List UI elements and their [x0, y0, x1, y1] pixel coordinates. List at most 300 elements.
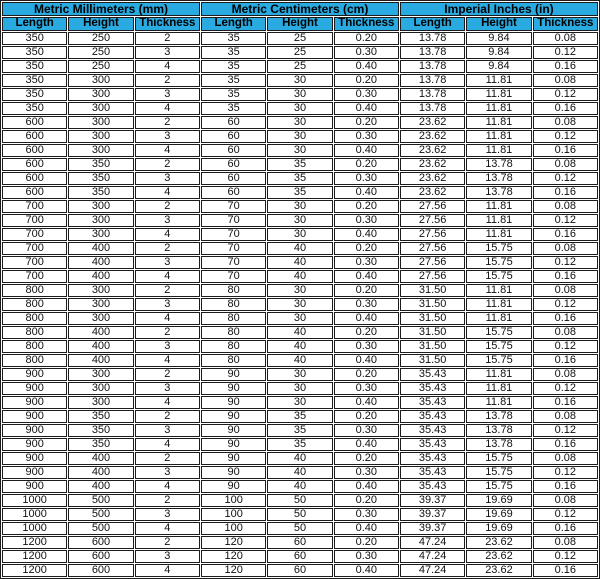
table-cell: 11.81 [466, 74, 531, 87]
table-cell: 2 [135, 116, 200, 129]
table-row [2, 424, 598, 437]
table-cell: 35 [267, 172, 332, 185]
table-cell: 0.12 [533, 508, 598, 521]
table-cell: 30 [267, 284, 332, 297]
table-row [2, 32, 598, 45]
table-cell: 90 [201, 368, 266, 381]
table-cell: 350 [68, 172, 133, 185]
table-cell: 0.20 [334, 74, 399, 87]
table-cell: 900 [2, 368, 67, 381]
table-cell: 350 [68, 158, 133, 171]
table-cell: 700 [2, 228, 67, 241]
column-header-in-height: Height [466, 17, 531, 31]
table-cell: 0.40 [334, 186, 399, 199]
table-row [2, 480, 598, 493]
table-cell: 0.20 [334, 116, 399, 129]
table-cell: 35 [267, 438, 332, 451]
table-header [2, 2, 598, 31]
table-cell: 23.62 [400, 116, 465, 129]
table-cell: 2 [135, 242, 200, 255]
table-cell: 1200 [2, 550, 67, 563]
table-cell: 11.81 [466, 368, 531, 381]
table-cell: 90 [201, 452, 266, 465]
table-cell: 15.75 [466, 270, 531, 283]
table-cell: 0.12 [533, 46, 598, 59]
table-cell: 35.43 [400, 438, 465, 451]
table-cell: 15.75 [466, 340, 531, 353]
table-cell: 0.08 [533, 326, 598, 339]
table-cell: 35.43 [400, 396, 465, 409]
table-cell: 0.16 [533, 228, 598, 241]
table-cell: 0.40 [334, 228, 399, 241]
table-cell: 800 [2, 354, 67, 367]
table-cell: 3 [135, 172, 200, 185]
table-cell: 0.16 [533, 354, 598, 367]
table-cell: 600 [2, 172, 67, 185]
table-cell: 31.50 [400, 284, 465, 297]
table-cell: 11.81 [466, 88, 531, 101]
table-cell: 0.40 [334, 522, 399, 535]
table-cell: 11.81 [466, 312, 531, 325]
table-cell: 350 [68, 438, 133, 451]
table-cell: 30 [267, 298, 332, 311]
table-cell: 300 [68, 368, 133, 381]
group-header-row [2, 2, 598, 16]
table-cell: 11.81 [466, 382, 531, 395]
table-cell: 0.12 [533, 256, 598, 269]
table-cell: 0.08 [533, 410, 598, 423]
table-cell: 35 [267, 158, 332, 171]
table-cell: 4 [135, 60, 200, 73]
table-cell: 900 [2, 382, 67, 395]
table-cell: 400 [68, 354, 133, 367]
table-cell: 400 [68, 340, 133, 353]
table-cell: 350 [68, 424, 133, 437]
table-cell: 0.30 [334, 256, 399, 269]
table-cell: 300 [68, 312, 133, 325]
table-cell: 70 [201, 214, 266, 227]
table-cell: 0.20 [334, 32, 399, 45]
table-cell: 80 [201, 284, 266, 297]
table-cell: 0.12 [533, 340, 598, 353]
table-cell: 0.16 [533, 438, 598, 451]
table-cell: 0.40 [334, 102, 399, 115]
table-cell: 15.75 [466, 256, 531, 269]
table-cell: 600 [2, 186, 67, 199]
table-cell: 60 [201, 186, 266, 199]
table-cell: 50 [267, 508, 332, 521]
table-cell: 900 [2, 466, 67, 479]
table-cell: 0.30 [334, 46, 399, 59]
table-cell: 11.81 [466, 130, 531, 143]
table-cell: 0.12 [533, 88, 598, 101]
table-cell: 27.56 [400, 256, 465, 269]
table-cell: 13.78 [466, 172, 531, 185]
table-row [2, 186, 598, 199]
table-cell: 2 [135, 536, 200, 549]
table-cell: 0.08 [533, 32, 598, 45]
table-cell: 300 [68, 74, 133, 87]
table-cell: 400 [68, 270, 133, 283]
table-cell: 350 [2, 32, 67, 45]
table-cell: 4 [135, 312, 200, 325]
table-cell: 19.69 [466, 522, 531, 535]
table-cell: 300 [68, 228, 133, 241]
table-cell: 35 [201, 74, 266, 87]
table-cell: 35 [201, 32, 266, 45]
table-cell: 35 [267, 424, 332, 437]
table-cell: 80 [201, 298, 266, 311]
table-row [2, 242, 598, 255]
table-cell: 23.62 [400, 144, 465, 157]
table-cell: 400 [68, 326, 133, 339]
table-cell: 0.20 [334, 410, 399, 423]
table-cell: 30 [267, 130, 332, 143]
table-cell: 3 [135, 550, 200, 563]
table-cell: 35.43 [400, 466, 465, 479]
table-cell: 900 [2, 438, 67, 451]
table-row [2, 74, 598, 87]
table-cell: 27.56 [400, 200, 465, 213]
table-cell: 800 [2, 340, 67, 353]
table-cell: 0.16 [533, 564, 598, 577]
table-cell: 4 [135, 144, 200, 157]
column-header-in-thickness: Thickness [533, 17, 598, 31]
table-cell: 100 [201, 508, 266, 521]
table-cell: 31.50 [400, 326, 465, 339]
table-row [2, 228, 598, 241]
table-cell: 19.69 [466, 508, 531, 521]
table-cell: 250 [68, 32, 133, 45]
table-cell: 0.40 [334, 60, 399, 73]
table-cell: 400 [68, 452, 133, 465]
table-cell: 27.56 [400, 214, 465, 227]
table-cell: 80 [201, 312, 266, 325]
table-cell: 30 [267, 214, 332, 227]
table-cell: 0.08 [533, 284, 598, 297]
table-row [2, 200, 598, 213]
table-cell: 0.12 [533, 172, 598, 185]
table-cell: 31.50 [400, 354, 465, 367]
column-header-row [2, 17, 598, 31]
table-cell: 90 [201, 480, 266, 493]
table-cell: 90 [201, 410, 266, 423]
table-cell: 0.40 [334, 396, 399, 409]
table-cell: 60 [267, 564, 332, 577]
table-cell: 3 [135, 382, 200, 395]
table-cell: 120 [201, 550, 266, 563]
table-cell: 0.20 [334, 536, 399, 549]
table-cell: 1000 [2, 508, 67, 521]
table-cell: 9.84 [466, 60, 531, 73]
column-header-cm-length: Length [201, 17, 266, 31]
table-cell: 0.20 [334, 284, 399, 297]
table-cell: 35 [201, 60, 266, 73]
table-cell: 0.16 [533, 60, 598, 73]
table-cell: 15.75 [466, 466, 531, 479]
table-cell: 2 [135, 494, 200, 507]
table-cell: 4 [135, 102, 200, 115]
table-cell: 400 [68, 242, 133, 255]
table-cell: 70 [201, 270, 266, 283]
table-cell: 100 [201, 522, 266, 535]
table-cell: 900 [2, 480, 67, 493]
table-cell: 27.56 [400, 270, 465, 283]
column-header-mm-height: Height [68, 17, 133, 31]
table-cell: 2 [135, 452, 200, 465]
table-cell: 27.56 [400, 242, 465, 255]
group-header-imperial-in: Imperial Inches (in) [400, 2, 598, 16]
table-cell: 35 [201, 102, 266, 115]
table-cell: 0.08 [533, 200, 598, 213]
table-cell: 31.50 [400, 298, 465, 311]
column-header-cm-thickness: Thickness [334, 17, 399, 31]
table-cell: 0.20 [334, 326, 399, 339]
table-cell: 80 [201, 326, 266, 339]
table-row [2, 466, 598, 479]
table-cell: 9.84 [466, 32, 531, 45]
table-cell: 13.78 [466, 438, 531, 451]
table-row [2, 284, 598, 297]
table-cell: 40 [267, 256, 332, 269]
table-row [2, 144, 598, 157]
table-cell: 39.37 [400, 508, 465, 521]
table-cell: 300 [68, 298, 133, 311]
table-cell: 0.40 [334, 438, 399, 451]
table-cell: 0.30 [334, 130, 399, 143]
table-cell: 300 [68, 382, 133, 395]
table-cell: 31.50 [400, 312, 465, 325]
table-cell: 400 [68, 466, 133, 479]
table-cell: 0.16 [533, 312, 598, 325]
table-row [2, 368, 598, 381]
table-cell: 0.30 [334, 550, 399, 563]
table-cell: 2 [135, 32, 200, 45]
table-row [2, 452, 598, 465]
table-cell: 2 [135, 284, 200, 297]
table-cell: 0.16 [533, 186, 598, 199]
table-row [2, 116, 598, 129]
table-cell: 4 [135, 228, 200, 241]
table-cell: 300 [68, 102, 133, 115]
table-row [2, 354, 598, 367]
table-cell: 500 [68, 494, 133, 507]
table-cell: 900 [2, 410, 67, 423]
table-cell: 3 [135, 508, 200, 521]
table-cell: 40 [267, 452, 332, 465]
table-cell: 2 [135, 326, 200, 339]
table-cell: 11.81 [466, 214, 531, 227]
table-cell: 4 [135, 354, 200, 367]
table-cell: 9.84 [466, 46, 531, 59]
table-cell: 0.12 [533, 382, 598, 395]
table-row [2, 158, 598, 171]
table-cell: 39.37 [400, 494, 465, 507]
table-cell: 700 [2, 214, 67, 227]
table-cell: 350 [68, 410, 133, 423]
table-cell: 600 [2, 116, 67, 129]
table-cell: 600 [2, 158, 67, 171]
table-cell: 13.78 [466, 410, 531, 423]
table-cell: 4 [135, 438, 200, 451]
table-cell: 350 [2, 46, 67, 59]
table-cell: 23.62 [466, 564, 531, 577]
table-cell: 13.78 [466, 186, 531, 199]
table-cell: 1200 [2, 536, 67, 549]
table-cell: 350 [68, 186, 133, 199]
table-cell: 35.43 [400, 452, 465, 465]
table-cell: 13.78 [400, 74, 465, 87]
table-cell: 25 [267, 60, 332, 73]
table-cell: 11.81 [466, 396, 531, 409]
table-cell: 30 [267, 102, 332, 115]
table-row [2, 60, 598, 73]
table-cell: 0.30 [334, 382, 399, 395]
table-cell: 70 [201, 228, 266, 241]
table-cell: 15.75 [466, 326, 531, 339]
table-row [2, 270, 598, 283]
table-cell: 13.78 [466, 158, 531, 171]
table-cell: 0.16 [533, 522, 598, 535]
table-cell: 700 [2, 200, 67, 213]
table-cell: 4 [135, 564, 200, 577]
table-cell: 0.12 [533, 298, 598, 311]
table-cell: 120 [201, 536, 266, 549]
table-cell: 700 [2, 256, 67, 269]
table-cell: 23.62 [400, 130, 465, 143]
table-cell: 300 [68, 144, 133, 157]
table-cell: 0.08 [533, 242, 598, 255]
table-row [2, 88, 598, 101]
table-row [2, 312, 598, 325]
table-row [2, 550, 598, 563]
table-cell: 2 [135, 74, 200, 87]
table-cell: 1000 [2, 522, 67, 535]
table-cell: 40 [267, 480, 332, 493]
table-cell: 0.08 [533, 452, 598, 465]
table-cell: 500 [68, 522, 133, 535]
table-cell: 13.78 [400, 46, 465, 59]
table-row [2, 564, 598, 577]
table-cell: 800 [2, 312, 67, 325]
table-cell: 3 [135, 256, 200, 269]
table-cell: 0.16 [533, 480, 598, 493]
table-cell: 2 [135, 410, 200, 423]
table-cell: 4 [135, 270, 200, 283]
table-cell: 11.81 [466, 228, 531, 241]
table-cell: 35.43 [400, 424, 465, 437]
table-cell: 47.24 [400, 536, 465, 549]
table-cell: 0.12 [533, 466, 598, 479]
table-cell: 15.75 [466, 480, 531, 493]
table-body [2, 32, 598, 577]
table-cell: 900 [2, 452, 67, 465]
table-cell: 35 [201, 46, 266, 59]
table-cell: 50 [267, 494, 332, 507]
table-cell: 27.56 [400, 228, 465, 241]
table-cell: 50 [267, 522, 332, 535]
table-cell: 2 [135, 158, 200, 171]
table-cell: 0.20 [334, 452, 399, 465]
table-cell: 350 [2, 60, 67, 73]
table-cell: 3 [135, 466, 200, 479]
table-cell: 35.43 [400, 382, 465, 395]
table-row [2, 130, 598, 143]
table-row [2, 494, 598, 507]
table-cell: 0.40 [334, 354, 399, 367]
table-cell: 0.40 [334, 480, 399, 493]
table-cell: 800 [2, 326, 67, 339]
table-cell: 3 [135, 46, 200, 59]
table-cell: 47.24 [400, 550, 465, 563]
table-cell: 15.75 [466, 354, 531, 367]
table-cell: 0.12 [533, 550, 598, 563]
table-cell: 60 [201, 116, 266, 129]
table-cell: 0.08 [533, 158, 598, 171]
table-cell: 0.30 [334, 88, 399, 101]
column-header-cm-height: Height [267, 17, 332, 31]
table-cell: 90 [201, 424, 266, 437]
table-cell: 30 [267, 312, 332, 325]
table-cell: 0.40 [334, 144, 399, 157]
table-cell: 23.62 [400, 172, 465, 185]
table-cell: 900 [2, 396, 67, 409]
table-cell: 0.40 [334, 270, 399, 283]
table-cell: 40 [267, 466, 332, 479]
table-row [2, 410, 598, 423]
table-cell: 23.62 [466, 550, 531, 563]
table-row [2, 46, 598, 59]
table-cell: 4 [135, 186, 200, 199]
table-cell: 30 [267, 88, 332, 101]
group-header-metric-mm: Metric Millimeters (mm) [2, 2, 200, 16]
table-cell: 60 [267, 536, 332, 549]
table-cell: 100 [201, 494, 266, 507]
table-cell: 350 [2, 88, 67, 101]
table-cell: 0.20 [334, 494, 399, 507]
table-cell: 700 [2, 270, 67, 283]
table-cell: 3 [135, 214, 200, 227]
table-cell: 60 [201, 130, 266, 143]
table-cell: 0.12 [533, 214, 598, 227]
table-cell: 0.12 [533, 424, 598, 437]
table-cell: 60 [201, 144, 266, 157]
table-row [2, 102, 598, 115]
table-cell: 300 [68, 88, 133, 101]
table-row [2, 326, 598, 339]
column-header-mm-thickness: Thickness [135, 17, 200, 31]
table-cell: 35 [267, 410, 332, 423]
table-cell: 70 [201, 200, 266, 213]
table-cell: 600 [68, 564, 133, 577]
table-cell: 350 [2, 74, 67, 87]
table-cell: 40 [267, 326, 332, 339]
table-row [2, 536, 598, 549]
table-cell: 11.81 [466, 200, 531, 213]
table-cell: 800 [2, 284, 67, 297]
table-cell: 0.08 [533, 368, 598, 381]
table-cell: 0.30 [334, 466, 399, 479]
table-cell: 80 [201, 340, 266, 353]
table-cell: 120 [201, 564, 266, 577]
table-cell: 600 [2, 144, 67, 157]
table-cell: 47.24 [400, 564, 465, 577]
table-cell: 0.20 [334, 368, 399, 381]
table-cell: 40 [267, 354, 332, 367]
table-cell: 800 [2, 298, 67, 311]
table-cell: 0.16 [533, 270, 598, 283]
table-cell: 0.16 [533, 396, 598, 409]
